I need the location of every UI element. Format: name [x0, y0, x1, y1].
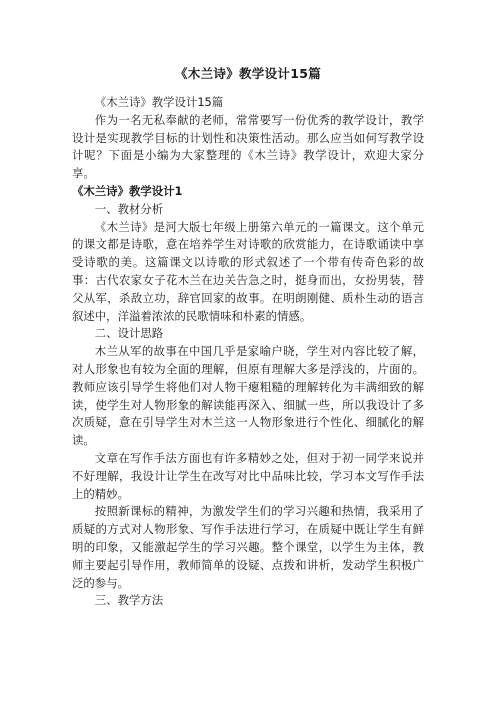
paragraph-design-idea-1: 木兰从军的故事在中国几乎是家喻户晓，学生对内容比较了解，对人形象也有较为全面的理解，但原有理解大多是浮浅的，片面的。教师应该引导学生将他们对人物干瘪粗糙的理解转化为丰满细致的解读，使学生对人物形象的解读能再深入、细腻一些，所以我设计了多次质疑，意在引导学生对木兰这一人物形象进行个性化、细腻化的解读。 [72, 344, 424, 448]
document-body [72, 94, 424, 610]
heading-textbook-analysis: 一、教材分析 [94, 201, 164, 216]
paragraph-textbook-analysis: 《木兰诗》是河大版七年级上册第六单元的一篇课文。这个单元的课文都是诗歌，意在培养学生对诗歌的欣赏能力，在诗歌诵读中享受诗歌的美。这篇课文以诗歌的形式叙述了一个带有传奇色彩的故事：古代农家女子花木兰在边关告急之时，挺身而出，女扮男装，替父从军，杀敌立功，辞官回家的故事。在明朗刚健、质朴生动的语言叙述中，洋溢着浓浓的民歌情味和朴素的情感。 [72, 219, 424, 323]
document-title: 《木兰诗》教学设计15篇 [175, 66, 321, 81]
heading-design-idea: 二、设计思路 [94, 326, 164, 341]
subtitle-paragraph: 《木兰诗》教学设计15篇 [94, 95, 224, 109]
paragraph-design-idea-2: 文章在写作手法方面也有许多精妙之处，但对于初一同学来说并不好理解，我设计让学生在改写对比中品味比较，学习本文写作手法上的精妙。 [72, 450, 424, 501]
intro-paragraph: 作为一名无私奉献的老师，常常要写一份优秀的教学设计，教学设计是实现教学目标的计划性和决策性活动。那么应当如何写教学设计呢？下面是小编为大家整理的《木兰诗》教学设计，欢迎大家分享。 [72, 112, 424, 181]
section-heading-design-1: 《木兰诗》教学设计1 [72, 183, 183, 198]
heading-teaching-method: 三、教学方法 [94, 593, 164, 608]
paragraph-design-idea-3: 按照新课标的精神，为激发学生们的学习兴趣和热情，我采用了质疑的方式对人物形象、写作手法进行学习，在质疑中既让学生有鲜明的印象，又能激起学生的学习兴趣。整个课堂，以学生为主体，教师主要起引导作用，教师简单的设疑、点拨和讲析，发动学生积极广泛的参与。 [72, 504, 424, 590]
